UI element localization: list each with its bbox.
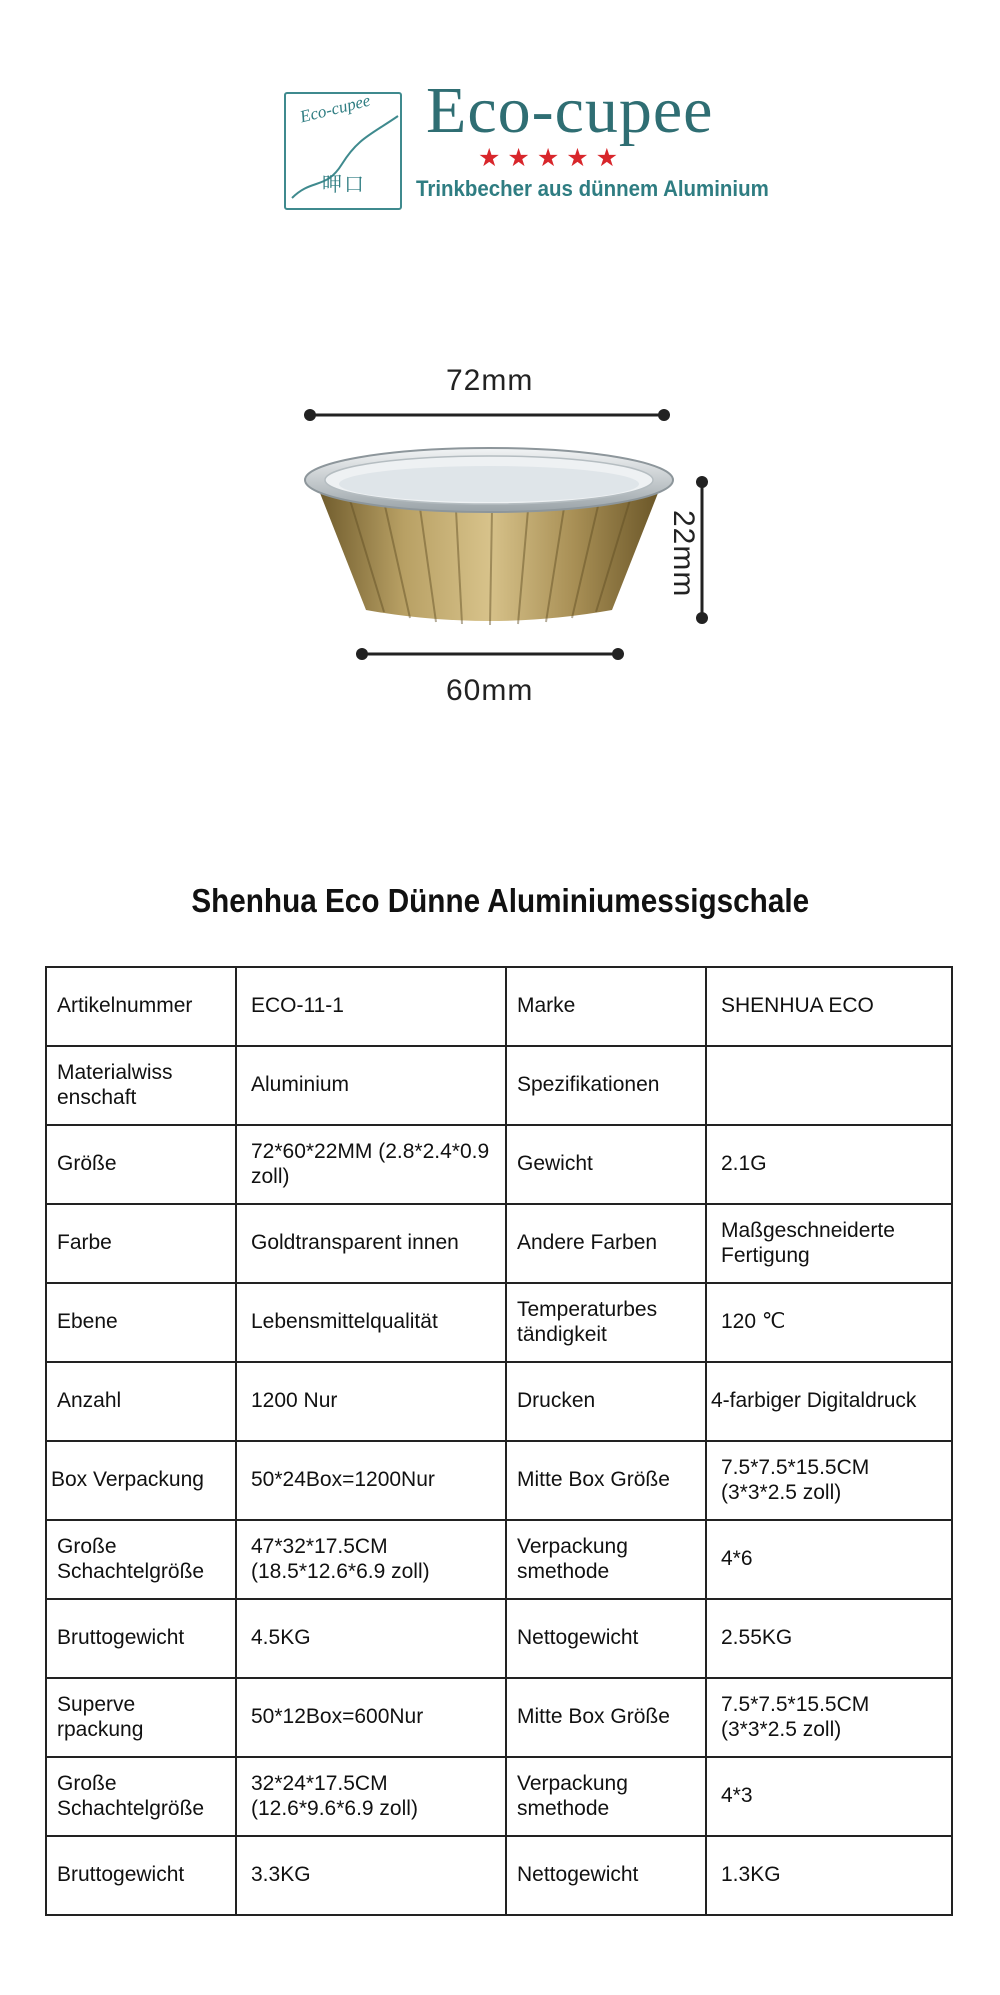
spec-value-cell: 4-farbiger Digitaldruck [706, 1362, 952, 1441]
spec-label-cell: Verpackung smethode [506, 1757, 706, 1836]
spec-label-cell: Mitte Box Größe [506, 1441, 706, 1520]
spec-label-cell: Andere Farben [506, 1204, 706, 1283]
dimension-top-label: 72mm [446, 364, 534, 397]
spec-value-cell: 7.5*7.5*15.5CM (3*3*2.5 zoll) [706, 1441, 952, 1520]
spec-value-cell: 32*24*17.5CM (12.6*9.6*6.9 zoll) [236, 1757, 506, 1836]
table-row [46, 967, 952, 1046]
logo-emblem [284, 92, 402, 210]
spec-label-cell: Nettogewicht [506, 1836, 706, 1915]
spec-label-cell: Bruttogewicht [46, 1836, 236, 1915]
table-row [46, 1678, 952, 1757]
table-row [46, 1441, 952, 1520]
brand-tagline: Trinkbecher aus dünnem Aluminium [416, 176, 769, 201]
table-row [46, 1125, 952, 1204]
spec-value-cell: 50*24Box=1200Nur [236, 1441, 506, 1520]
spec-label-cell: Spezifikationen [506, 1046, 706, 1125]
table-row [46, 1520, 952, 1599]
dimension-side-label: 22mm [667, 510, 700, 598]
table-row [46, 1283, 952, 1362]
spec-label-cell: Materialwiss enschaft [46, 1046, 236, 1125]
spec-label-cell: Superve rpackung [46, 1678, 236, 1757]
brand-stars: ★★★★★ [478, 144, 626, 172]
spec-value-cell: 2.55KG [706, 1599, 952, 1678]
spec-value-cell: Maßgeschneiderte Fertigung [706, 1204, 952, 1283]
spec-value-cell: 50*12Box=600Nur [236, 1678, 506, 1757]
table-row [46, 1046, 952, 1125]
spec-value-cell: ECO-11-1 [236, 967, 506, 1046]
spec-title: Shenhua Eco Dünne Aluminiumessigschale [191, 882, 809, 919]
spec-value-cell: SHENHUA ECO [706, 967, 952, 1046]
spec-value-cell: 4.5KG [236, 1599, 506, 1678]
dimension-bottom-label: 60mm [446, 674, 534, 707]
spec-value-cell: 1200 Nur [236, 1362, 506, 1441]
table-row [46, 1757, 952, 1836]
spec-value-cell: 120 ℃ [706, 1283, 952, 1362]
spec-label-cell: Verpackung smethode [506, 1520, 706, 1599]
spec-value-cell: 3.3KG [236, 1836, 506, 1915]
spec-label-cell: Anzahl [46, 1362, 236, 1441]
spec-value-cell: 7.5*7.5*15.5CM (3*3*2.5 zoll) [706, 1678, 952, 1757]
spec-value-cell: 1.3KG [706, 1836, 952, 1915]
spec-label-cell: Nettogewicht [506, 1599, 706, 1678]
table-row [46, 1836, 952, 1915]
dimension-line-top [304, 409, 670, 421]
spec-value-cell: 72*60*22MM (2.8*2.4*0.9 zoll) [236, 1125, 506, 1204]
spec-label-cell: Große Schachtelgröße [46, 1520, 236, 1599]
spec-label-cell: Farbe [46, 1204, 236, 1283]
spec-value-cell: Aluminium [236, 1046, 506, 1125]
spec-label-cell: Große Schachtelgröße [46, 1757, 236, 1836]
spec-value-cell: 2.1G [706, 1125, 952, 1204]
table-row [46, 1599, 952, 1678]
spec-label-cell: Größe [46, 1125, 236, 1204]
brand-title: Eco-cupee [426, 74, 714, 147]
spec-label-cell: Ebene [46, 1283, 236, 1362]
table-row [46, 1204, 952, 1283]
spec-value-cell: Goldtransparent innen [236, 1204, 506, 1283]
spec-label-cell: Mitte Box Größe [506, 1678, 706, 1757]
spec-value-cell: 47*32*17.5CM (18.5*12.6*6.9 zoll) [236, 1520, 506, 1599]
spec-value-cell: Lebensmittelqualität [236, 1283, 506, 1362]
spec-label-cell: Drucken [506, 1362, 706, 1441]
spec-label-cell: Gewicht [506, 1125, 706, 1204]
dimension-line-bottom [356, 648, 624, 660]
spec-label-cell: Box Verpackung [46, 1441, 236, 1520]
spec-value-cell: 4*6 [706, 1520, 952, 1599]
spec-value-cell: 4*3 [706, 1757, 952, 1836]
spec-label-cell: Temperaturbes tändigkeit [506, 1283, 706, 1362]
logo-emblem-text: Eco-cupee [298, 90, 373, 127]
spec-label-cell: Artikelnummer [46, 967, 236, 1046]
logo-emblem-chinese: 呷口 [322, 172, 366, 196]
spec-value-cell [706, 1046, 952, 1125]
product-drawing [0, 340, 1000, 740]
table-row [46, 1362, 952, 1441]
spec-table [45, 966, 953, 1916]
spec-label-cell: Marke [506, 967, 706, 1046]
spec-label-cell: Bruttogewicht [46, 1599, 236, 1678]
